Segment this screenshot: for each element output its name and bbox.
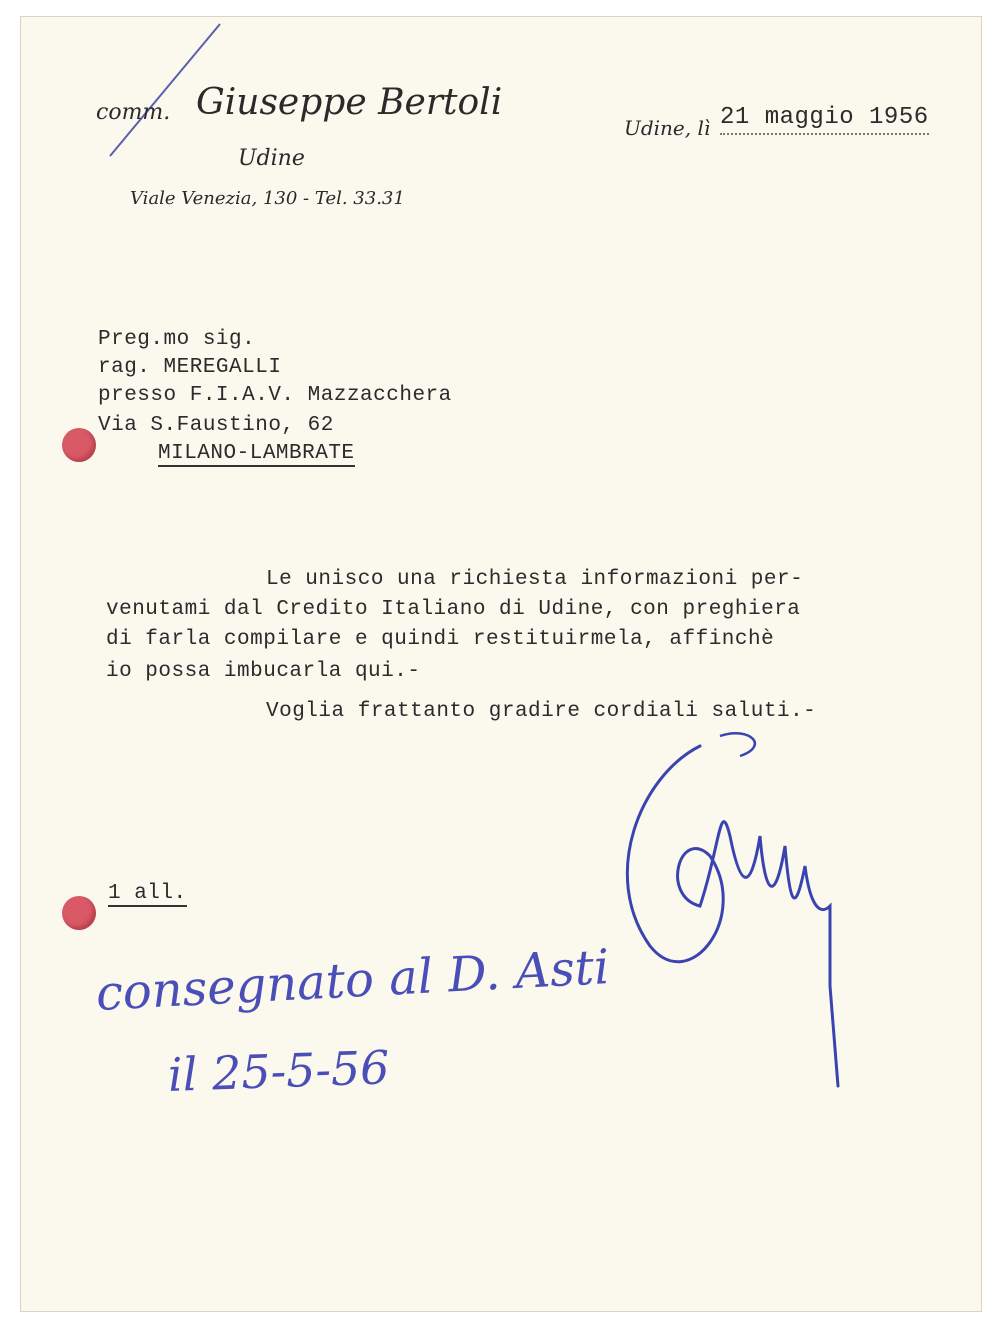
handwritten-note-line-1: consegnato al D. Asti: [94, 939, 611, 1022]
signature: [580, 716, 860, 1096]
body-line-4: io possa imbucarla qui.-: [106, 660, 421, 683]
handwritten-note-line-2: il 25-5-56: [167, 1040, 391, 1102]
body-line-2: venutami dal Credito Italiano di Udine, con preghiera: [106, 598, 801, 621]
letter-page: [20, 16, 982, 1312]
body-closing: Voglia frattanto gradire cordiali saluti.-: [266, 700, 817, 723]
punch-hole-top: [62, 428, 96, 462]
recipient-city: MILANO-LAMBRATE: [158, 442, 355, 465]
body-line-1: Le unisco una richiesta informazioni per-: [266, 568, 804, 591]
letterhead-city: Udine: [238, 146, 305, 171]
recipient-street: Via S.Faustino, 62: [98, 414, 334, 437]
letterhead-address: Viale Venezia, 130 - Tel. 33.31: [130, 188, 405, 209]
letterhead-name: Giuseppe Bertoli: [196, 82, 503, 123]
punch-hole-bottom: [62, 896, 96, 930]
letter-date: 21 maggio 1956: [720, 104, 929, 135]
recipient-salutation: Preg.mo sig.: [98, 328, 256, 351]
body-line-3: di farla compilare e quindi restituirmela, affinchè: [106, 628, 775, 651]
recipient-name: rag. MEREGALLI: [98, 356, 282, 379]
date-place: Udine, lì: [624, 116, 711, 140]
enclosure-note: 1 all.: [108, 882, 187, 905]
letterhead-prefix: comm.: [96, 100, 171, 125]
recipient-company: presso F.I.A.V. Mazzacchera: [98, 384, 452, 407]
